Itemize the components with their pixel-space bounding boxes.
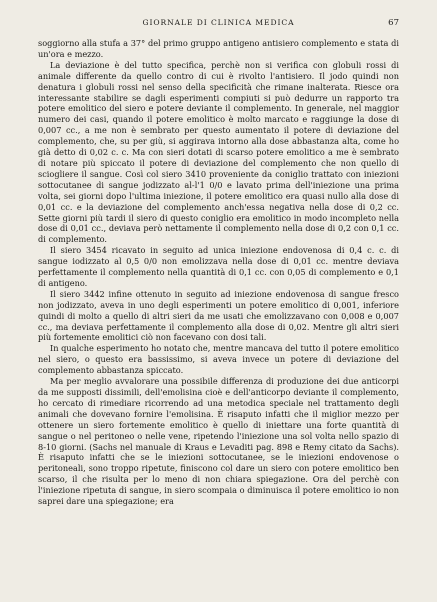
- paragraph: Ma per meglio avvalorare una possibile differenza di produzione dei due anticorpi da me supposti dissimili, dell'emolisina cioè e dell'anticorpo deviante il complemento, ho cercato di rimediare ricorrendo ad una metodica speciale nel trattamento degli animali che dovevano fornire l'emolisina. È risaputo infatti che il miglior mezzo per ottenere un siero fortemente emolitico è quello di iniettare una forte quantità di sangue o nel peritoneo o nelle vene, ripetendo l'iniezione una sol volta nello spazio di 8-10 giorni. (Sachs nel manuale di Kraus e Levaditi pag. 898 e Remy citato da Sachs). È risaputo infatti che se le iniezioni sottocutanee, se le iniezioni endovenose o peritoneali, sono troppo ripetute, finiscono col dare un siero con potere emolitico ben scarso, il che risulta per lo meno di non chiara spiegazione. Ora del perchè con l'iniezione ripetuta di sangue, in siero scompaia o diminuisca il potere emolitico io non saprei dare una spiegazione; era: [38, 376, 399, 507]
- body-text: [38, 38, 399, 507]
- running-header: [38, 18, 399, 34]
- page-number: 67: [388, 18, 399, 28]
- paragraph: In qualche esperimento ho notato che, mentre mancava del tutto il potere emolitico nel siero, o questo era bassissimo, si aveva invece un potere di deviazione del complemento abbastanza spiccato.: [38, 343, 399, 376]
- paragraph: Il siero 3442 infine ottenuto in seguito ad iniezione endovenosa di sangue fresco non jodizzato, aveva in uno degli esperimenti un potere emolitico di 0,001, inferiore quindi di molto a quello di altri sieri da me usati che emolizzavano con 0,008 e 0,007 cc., ma deviava perfettamente il complemento alla dose di 0,02. Mentre gli altri sieri più fortemente emolitici ciò non facevano con dosi tali.: [38, 288, 399, 343]
- journal-title: GIORNALE DI CLINICA MEDICA: [142, 18, 295, 27]
- paragraph: La deviazione è del tutto specifica, perchè non si verifica con globuli rossi di animale differente da quello contro di cui è rivolto l'antisiero. Il jodo quindi non denatura i globuli rossi nel senso della specificità che rimane inalterata. Riesce ora interessante stabilire se dagli esperimenti compiuti si può dedurre un rapporto tra potere emolitico del siero e potere deviante il complemento. In generale, nel maggior numero dei casi, quando il potere emolitico è molto marcato e raggiunge la dose di 0,007 cc., a me non è sembrato per questo aumentato il potere di deviazione del complemento, che, su per giù, si aggirava intorno alla dose abbastanza alta, come ho già detto di 0,02 c. c. Ma con sieri dotati di scarso potere emolitico a me è sembrato di notare più spiccato il potere di deviazione del complemento che non quello di sciogliere il sangue. Così col siero 3410 proveniente da coniglio trattato con iniezioni sottocutanee di sangue jodizzato al-l'1 0/0 e lavato prima dell'iniezione una prima volta, sei giorni dopo l'ultima iniezione, il potere emolitico era quasi nullo alla dose di 0,01 cc. e la deviazione del complemento anch'essa negativa nella dose di 0,2 cc. Sette giorni più tardi il siero di questo coniglio era emolitico in modo incompleto nella dose di 0,01 cc., deviava però nettamente il complemento nella dose di 0,2 con 0,1 cc. di complemento.: [38, 59, 399, 245]
- paragraph: Il siero 3454 ricavato in seguito ad unica iniezione endovenosa di 0,4 c. c. di sangue iodizzato al 0,5 0/0 non emolizzava nella dose di 0,01 cc. mentre deviava perfettamente il complemento nella quantità di 0,1 cc. con 0,05 di complemento e 0,1 di antigeno.: [38, 245, 399, 288]
- paragraph: soggiorno alla stufa a 37° del primo gruppo antigeno antisiero complemento e stata di un'ora e mezzo.: [38, 38, 399, 59]
